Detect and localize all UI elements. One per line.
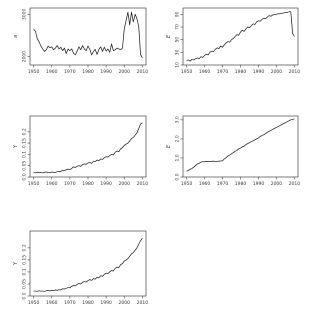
- x-tick-label: 2000: [118, 182, 130, 187]
- y-tick-label: 70: [175, 24, 181, 30]
- x-tick-label: 2010: [136, 182, 149, 187]
- x-tick-label: 1980: [82, 182, 94, 187]
- y-tick-label: 0.15: [22, 254, 28, 265]
- plot-frame: [30, 116, 146, 177]
- plot-frame: [30, 231, 146, 296]
- y-axis-label: E: [166, 144, 172, 149]
- x-tick-label: 1960: [46, 182, 58, 187]
- x-tick-label: 2000: [118, 301, 130, 306]
- x-tick-label: 2000: [270, 70, 283, 75]
- x-tick-label: 1990: [252, 70, 265, 75]
- plot-frame: [183, 8, 298, 65]
- x-tick-label: 1970: [64, 301, 76, 306]
- x-tick-label: 1950: [27, 70, 40, 75]
- y-tick-label: 90: [175, 11, 181, 18]
- x-tick-label: 1950: [27, 301, 40, 306]
- x-tick-label: 1990: [252, 182, 265, 187]
- y-tick-label: 0.2: [22, 128, 28, 136]
- x-tick-label: 1990: [100, 301, 112, 306]
- x-tick-label: 1990: [100, 182, 112, 187]
- x-tick-label: 1950: [180, 182, 193, 187]
- x-tick-label: 1950: [27, 182, 40, 187]
- y-axis-label: Y: [13, 261, 19, 266]
- x-tick-label: 1970: [64, 70, 76, 75]
- x-tick-label: 2010: [136, 301, 149, 306]
- y-axis-label: Y: [13, 144, 19, 149]
- x-tick-label: 1980: [82, 70, 94, 75]
- panel-top-right: [166, 8, 300, 75]
- x-tick-label: 2000: [270, 182, 283, 187]
- y-tick-label: 3.0: [175, 116, 181, 124]
- x-tick-label: 1980: [234, 70, 247, 75]
- x-tick-label: 1950: [180, 70, 193, 75]
- x-tick-label: 1970: [64, 182, 76, 187]
- y-tick-label: 3000: [22, 8, 28, 21]
- panel-middle-right: [166, 116, 300, 187]
- y-tick-label: 0.2: [22, 244, 28, 252]
- x-tick-label: 2000: [118, 70, 130, 75]
- x-tick-label: 1970: [216, 182, 229, 187]
- panel-top-left: [13, 8, 148, 75]
- x-tick-label: 2010: [136, 70, 149, 75]
- x-tick-label: 1970: [216, 70, 229, 75]
- y-tick-label: 0.05: [22, 278, 28, 289]
- x-tick-label: 1980: [234, 182, 247, 187]
- y-tick-label: 0.0: [22, 292, 28, 300]
- y-tick-label: 2.0: [175, 135, 181, 143]
- y-tick-label: 30: [175, 49, 181, 56]
- x-tick-label: 1960: [198, 70, 211, 75]
- x-tick-label: 1960: [198, 182, 211, 187]
- panel-middle-left: [13, 116, 148, 187]
- x-tick-label: 1990: [100, 70, 112, 75]
- x-tick-label: 1960: [46, 301, 58, 306]
- y-tick-label: 1.0: [175, 154, 181, 162]
- y-tick-label: 0.0: [175, 173, 181, 181]
- panel-bottom-left: [13, 231, 148, 306]
- y-tick-label: 10: [175, 62, 181, 68]
- y-tick-label: 0.1: [22, 268, 28, 276]
- y-tick-label: 0.15: [22, 138, 28, 149]
- x-tick-label: 1960: [46, 70, 58, 75]
- x-tick-label: 1980: [82, 301, 94, 306]
- y-tick-label: 50: [175, 36, 181, 43]
- x-tick-label: 2010: [288, 70, 301, 75]
- y-axis-label: a: [13, 34, 19, 39]
- y-axis-label: E: [166, 34, 172, 39]
- y-tick-label: 0.1: [22, 150, 28, 158]
- y-tick-label: 0.0: [22, 173, 28, 181]
- y-tick-label: 2000: [22, 50, 28, 63]
- x-tick-label: 2010: [288, 182, 301, 187]
- y-tick-label: 0.05: [22, 160, 28, 171]
